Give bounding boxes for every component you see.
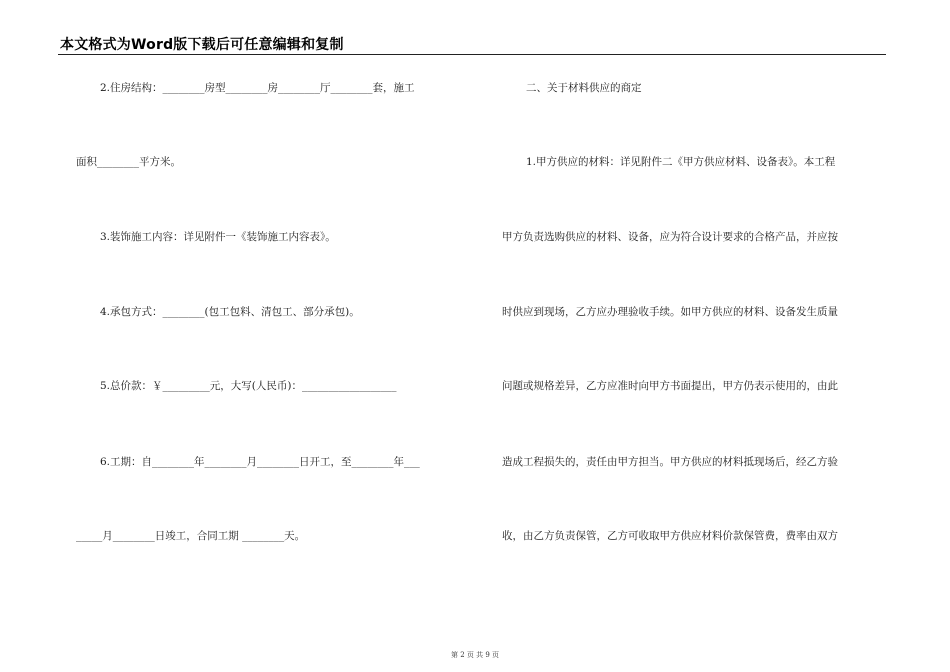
left-line-schedule: 6.工期：自________年________月________日开工，至________年___ bbox=[100, 456, 420, 468]
right-line-section-heading: 二、关于材料供应的商定 bbox=[526, 82, 642, 94]
right-line-1: 1.甲方供应的材料：详见附件二《甲方供应材料、设备表》。本工程 bbox=[526, 156, 836, 168]
left-line-housing-structure: 2.住房结构：________房型________房________厅________套，施工 bbox=[100, 82, 415, 94]
right-line-5: 造成工程损失的，责任由甲方担当。甲方供应的材料抵现场后，经乙方验 bbox=[502, 456, 838, 468]
document-header-title: 本文格式为Word版下载后可任意编辑和复制 bbox=[60, 37, 344, 53]
left-line-construction-content: 3.装饰施工内容：详见附件一《装饰施工内容表》。 bbox=[100, 231, 336, 243]
right-line-2: 甲方负责选购供应的材料、设备，应为符合设计要求的合格产品，并应按 bbox=[502, 231, 838, 243]
header-divider bbox=[58, 54, 886, 55]
left-line-area: 面积________平方米。 bbox=[76, 156, 181, 168]
left-line-schedule-continued: _____月________日竣工，合同工期 ________天。 bbox=[76, 530, 306, 542]
left-line-total-price: 5.总价款：￥_________元，大写(人民币)：__________________ bbox=[100, 380, 397, 392]
right-line-3: 时供应到现场，乙方应办理验收手续。如甲方供应的材料、设备发生质量 bbox=[502, 306, 838, 318]
page-number: 第 2 页 共 9 页 bbox=[450, 651, 500, 659]
right-line-4: 问题或规格差异，乙方应准时向甲方书面提出，甲方仍表示使用的，由此 bbox=[502, 380, 838, 392]
left-line-contract-method: 4.承包方式：________(包工包料、清包工、部分承包)。 bbox=[100, 306, 360, 318]
right-line-6: 收，由乙方负责保管，乙方可收取甲方供应材料价款保管费，费率由双方 bbox=[502, 530, 838, 542]
